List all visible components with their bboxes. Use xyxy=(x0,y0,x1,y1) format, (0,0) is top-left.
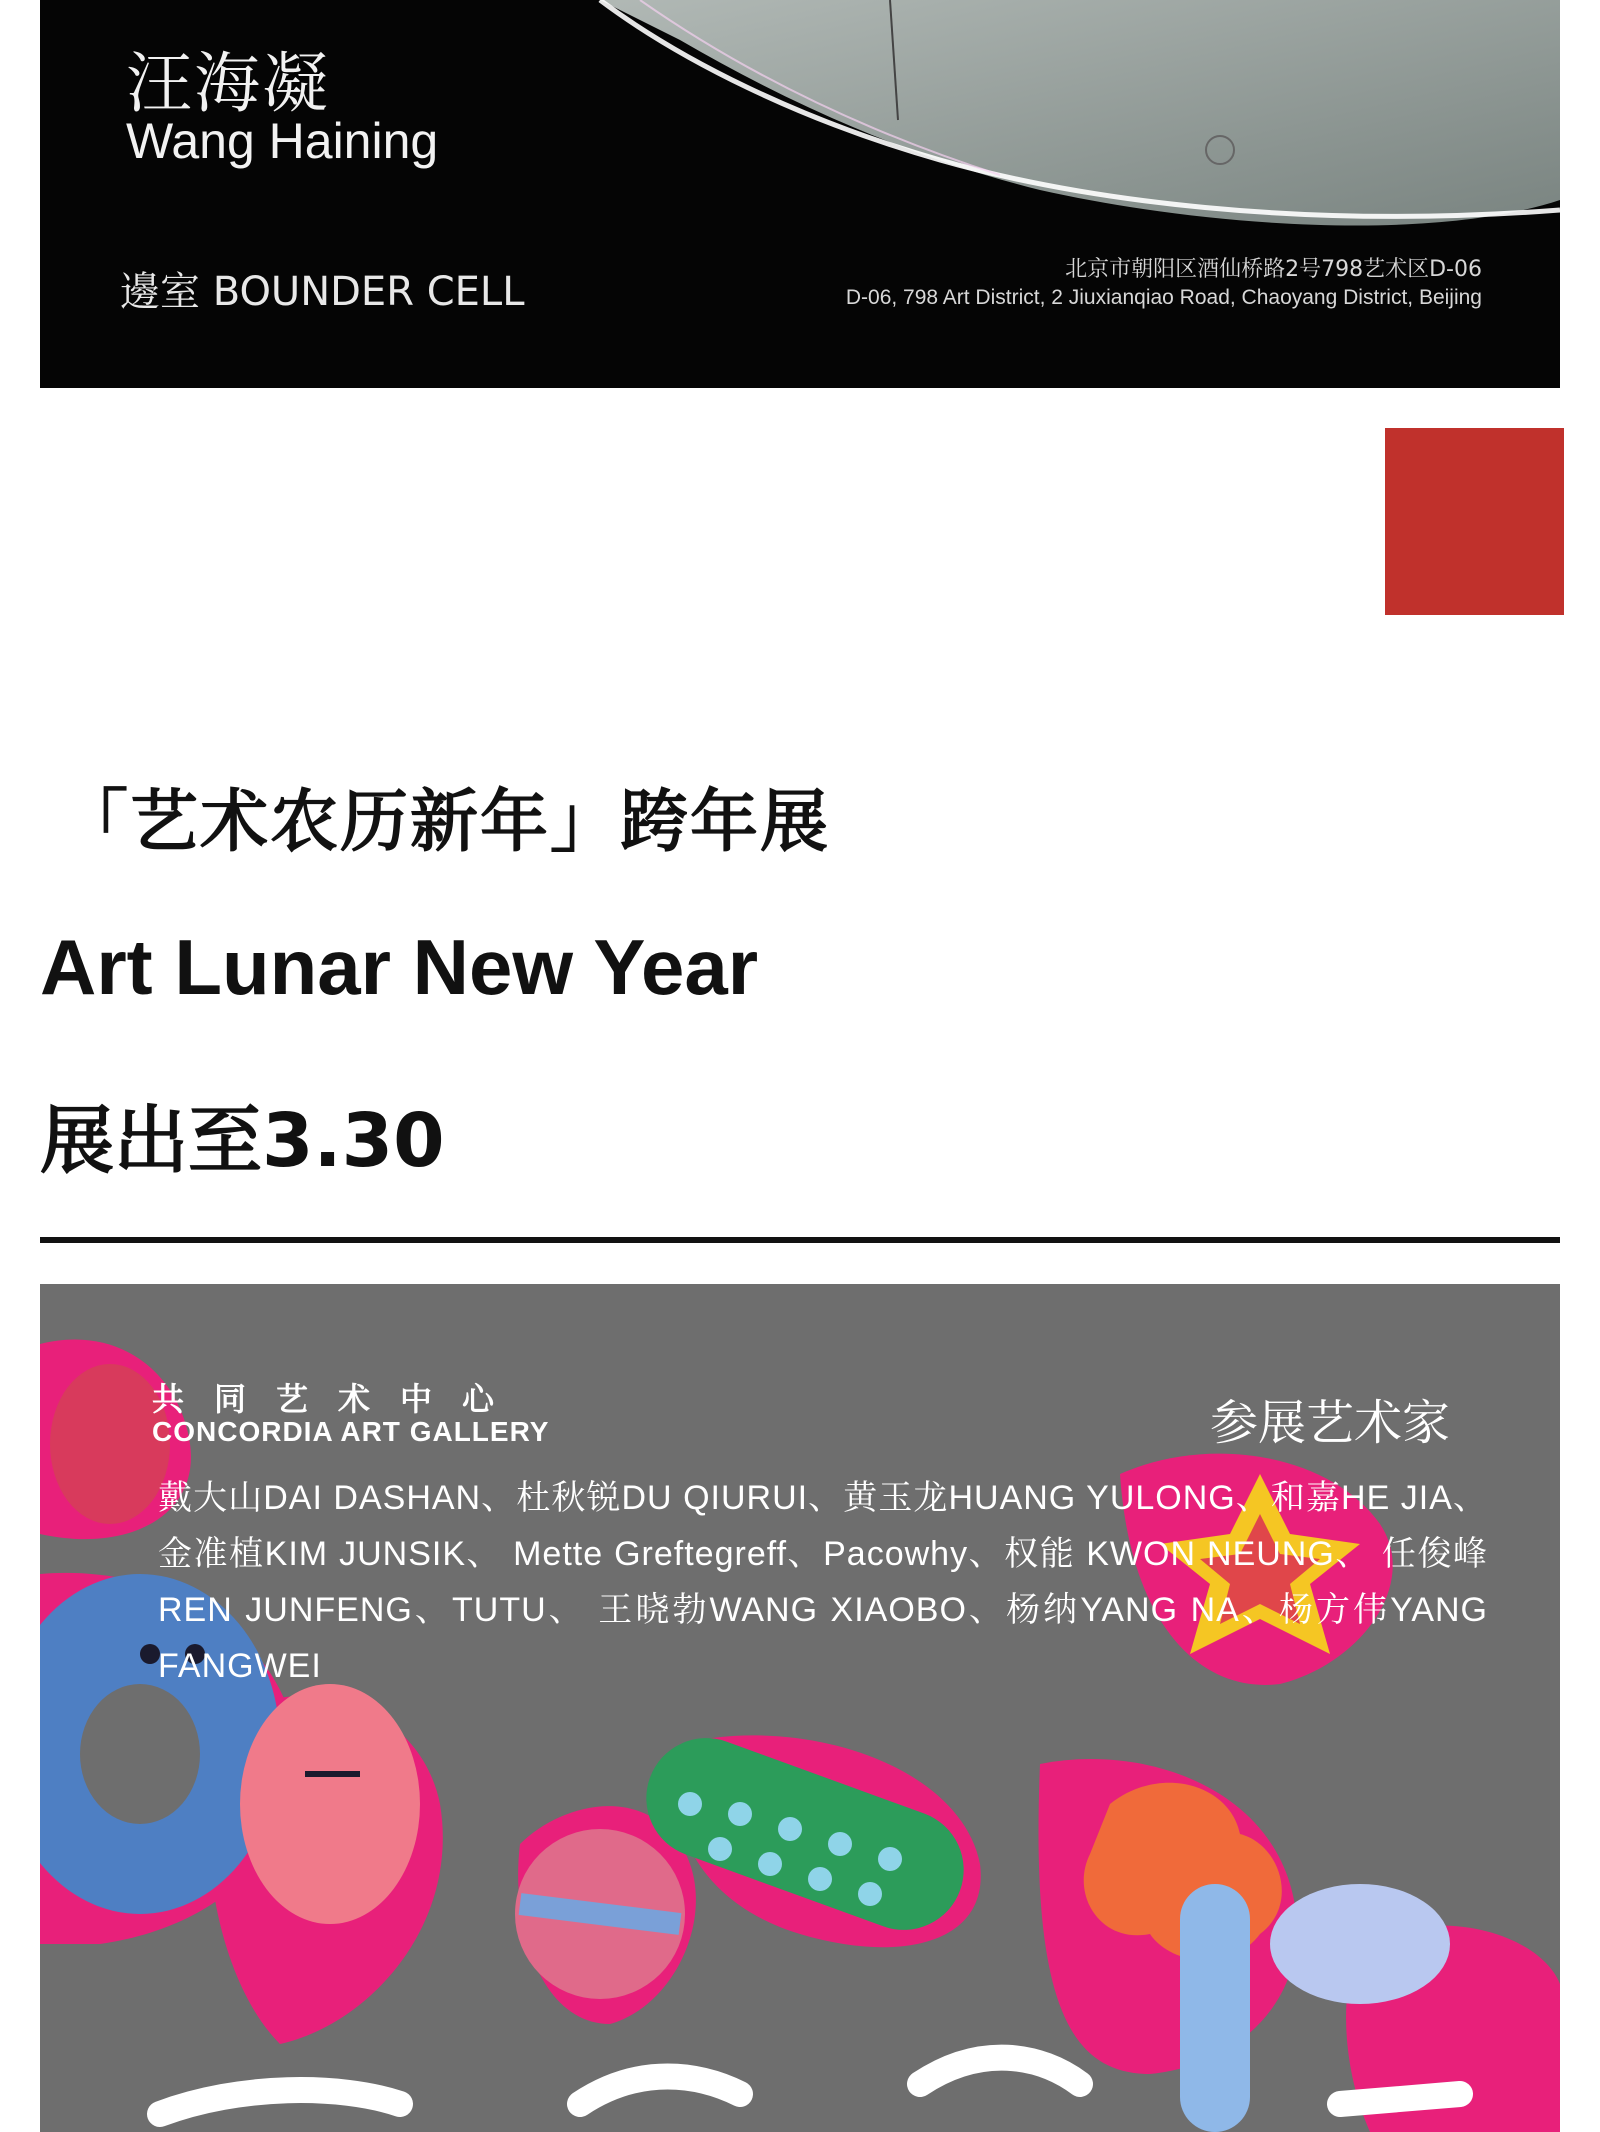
artists-heading: 参展艺术家 xyxy=(1209,1395,1450,1451)
section-divider xyxy=(40,1237,1560,1243)
red-accent-block xyxy=(1385,428,1564,615)
exhibition-date: 展出至3.30 xyxy=(40,1098,445,1184)
venue-address-en: D-06, 798 Art District, 2 Jiuxianqiao Road, Chaoyang District, Beijing xyxy=(845,286,1482,309)
venue-name: 邊室 BOUNDER CELL xyxy=(120,269,525,315)
exhibition-title-en: Art Lunar New Year xyxy=(40,923,759,1011)
venue-address-cn: 北京市朝阳区酒仙桥路2号798艺术区D-06 xyxy=(1065,257,1482,282)
top-poster-image xyxy=(40,0,1560,388)
artists-list: 戴大山DAI DASHAN、杜秋锐DU QIURUI、黄玉龙HUANG YULONG、和嘉HE JIA、金准植KIM JUNSIK、 Mette Greftegreff、Pacowhy、权能 KWON NEUNG、 任俊峰REN JUNFENG、TUTU、 王晓勃WANG XIAOBO、杨纳YANG NA、杨方伟YANG FANGWEI xyxy=(158,1479,1488,1685)
gallery-name-cn: 共同艺术中心 xyxy=(152,1380,525,1418)
artist-name-cn: 汪海凝 xyxy=(126,45,330,122)
exhibition-title-cn: 「艺术农历新年」跨年展 xyxy=(60,783,831,862)
bottom-poster-image xyxy=(40,1284,1560,2132)
gallery-name-en: CONCORDIA ART GALLERY xyxy=(152,1416,550,1447)
artist-name-en: Wang Haining xyxy=(126,113,439,169)
